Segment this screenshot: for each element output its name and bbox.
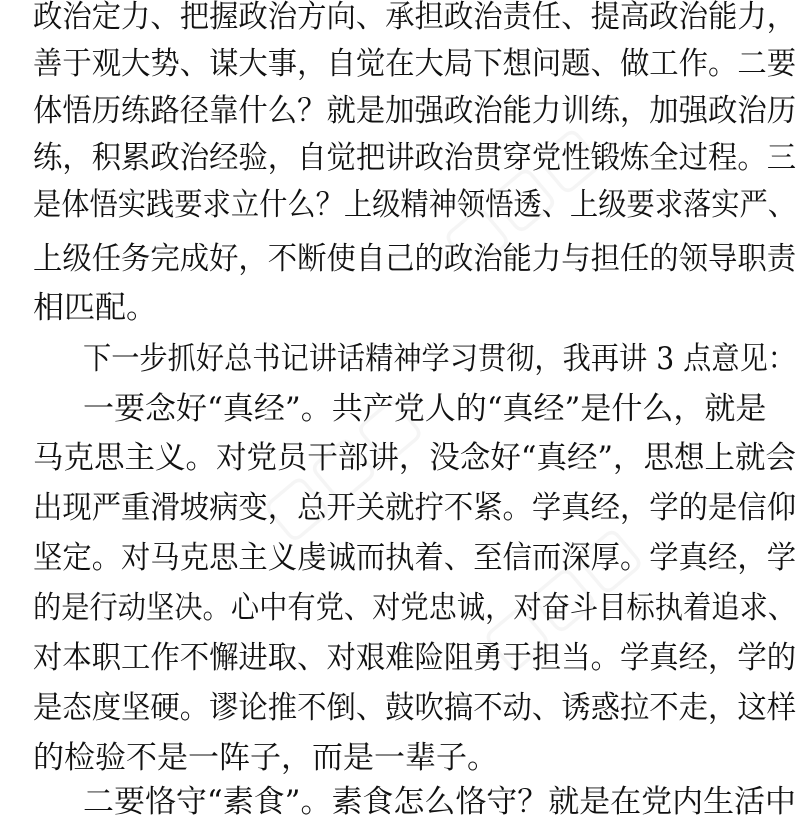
text-line — [0, 334, 800, 384]
text-line-content: 体悟历练路径靠什么？就是加强政治能力训练，加强政治历 — [33, 93, 797, 129]
text-line-content: 坚定。对马克思主义虔诚而执着、至信而深厚。学真经，学 — [33, 540, 797, 576]
text-line-content: 马克思主义。对党员干部讲，没念好“真经”，思想上就会 — [33, 440, 796, 476]
text-line-content: 的是行动坚决。心中有党、对党忠诚，对奋斗目标执着追求、 — [33, 590, 797, 626]
text-line — [0, 0, 800, 42]
text-line-content: 善于观大势、谋大事，自觉在大局下想问题、做工作。二要 — [33, 46, 797, 82]
text-line — [0, 733, 800, 783]
text-line — [0, 683, 800, 733]
text-line — [0, 533, 800, 583]
text-line-content: 练，积累政治经验，自觉把讲政治贯穿党性锻炼全过程。三 — [33, 140, 797, 176]
text-line — [0, 39, 800, 89]
text-line — [0, 180, 800, 230]
text-line-content: 出现严重滑坡病变，总开关就拧不紧。学真经，学的是信仰 — [33, 490, 797, 526]
text-line-content: 对本职工作不懈进取、对艰难险阻勇于担当。学真经，学的 — [33, 640, 797, 676]
text-line-content: 上级任务完成好，不断使自己的政治能力与担任的领导职责 — [33, 241, 797, 277]
text-line — [0, 133, 800, 183]
text-line — [0, 583, 800, 633]
text-line — [0, 384, 800, 434]
text-line — [0, 433, 800, 483]
text-line-content: 相匹配。 — [33, 290, 157, 326]
text-line-content: 一要念好“真经”。共产党人的“真经”是什么，就是 — [83, 391, 767, 427]
text-line-content: 政治定力、把握政治方向、承担政治责任、提高政治能力， — [33, 0, 797, 35]
text-line — [0, 234, 800, 284]
text-line-content: 下一步抓好总书记讲话精神学习贯彻，我再讲 3 点意见： — [83, 341, 797, 377]
text-line-content: 二要恪守“素食”。素食怎么恪守？就是在党内生活中 — [83, 784, 796, 820]
text-line — [0, 86, 800, 136]
text-line — [0, 283, 800, 333]
text-line-partial — [0, 777, 800, 820]
text-line — [0, 633, 800, 683]
text-line-content: 的检验不是一阵子，而是一辈子。 — [33, 740, 498, 776]
text-line-content: 是态度坚硬。谬论推不倒、鼓吹搞不动、诱惑拉不走，这样 — [33, 690, 797, 726]
text-line — [0, 483, 800, 533]
text-line-content: 是体悟实践要求立什么？上级精神领悟透、上级要求落实严、 — [33, 187, 797, 223]
